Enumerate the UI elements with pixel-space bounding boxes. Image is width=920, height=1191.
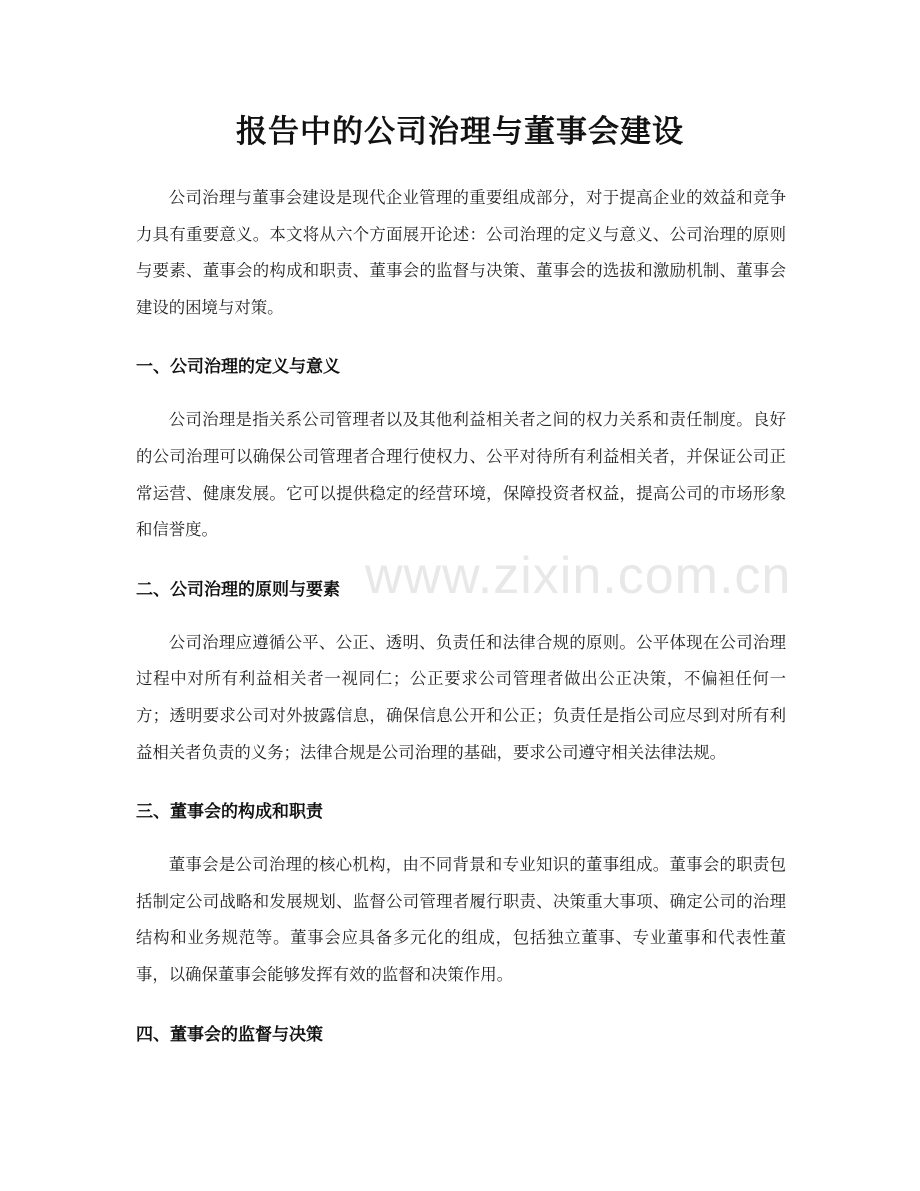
- intro-paragraph: 公司治理与董事会建设是现代企业管理的重要组成部分，对于提高企业的效益和竞争力具有重要意义。本文将从六个方面展开论述：公司治理的定义与意义、公司治理的原则与要素、董事会的构成和职责、董事会的监督与决策、董事会的选拔和激励机制、董事会建设的困境与对策。: [136, 188, 786, 317]
- section-heading-2: 二、公司治理的原则与要素: [136, 579, 340, 600]
- watermark: www.zixin.com.cn: [365, 547, 792, 605]
- document-title: 报告中的公司治理与董事会建设: [236, 114, 684, 150]
- document-body: [136, 180, 786, 1048]
- section-heading-1: 一、公司治理的定义与意义: [136, 357, 340, 378]
- section-body-2: 公司治理应遵循公平、公正、透明、负责任和法律合规的原则。公平体现在公司治理过程中对所有利益相关者一视同仁；公正要求公司管理者做出公正决策，不偏袒任何一方；透明要求公司对外披露信息，确保信息公开和公正；负责任是指公司应尽到对所有利益相关者负责的义务；法律合规是公司治理的基础，要求公司遵守相关法律法规。: [136, 632, 786, 762]
- section-body-3: 董事会是公司治理的核心机构，由不同背景和专业知识的董事组成。董事会的职责包括制定公司战略和发展规划、监督公司管理者履行职责、决策重大事项、确定公司的治理结构和业务规范等。董事会应具备多元化的组成，包括独立董事、专业董事和代表性董事，以确保董事会能够发挥有效的监督和决策作用。: [136, 855, 786, 984]
- section-body-1: 公司治理是指关系公司管理者以及其他利益相关者之间的权力关系和责任制度。良好的公司治理可以确保公司管理者合理行使权力、公平对待所有利益相关者，并保证公司正常运营、健康发展。它可以提供稳定的经营环境，保障投资者权益，提高公司的市场形象和信誉度。: [136, 410, 786, 540]
- section-heading-4: 四、董事会的监督与决策: [136, 1024, 323, 1045]
- section-heading-3: 三、董事会的构成和职责: [136, 802, 323, 823]
